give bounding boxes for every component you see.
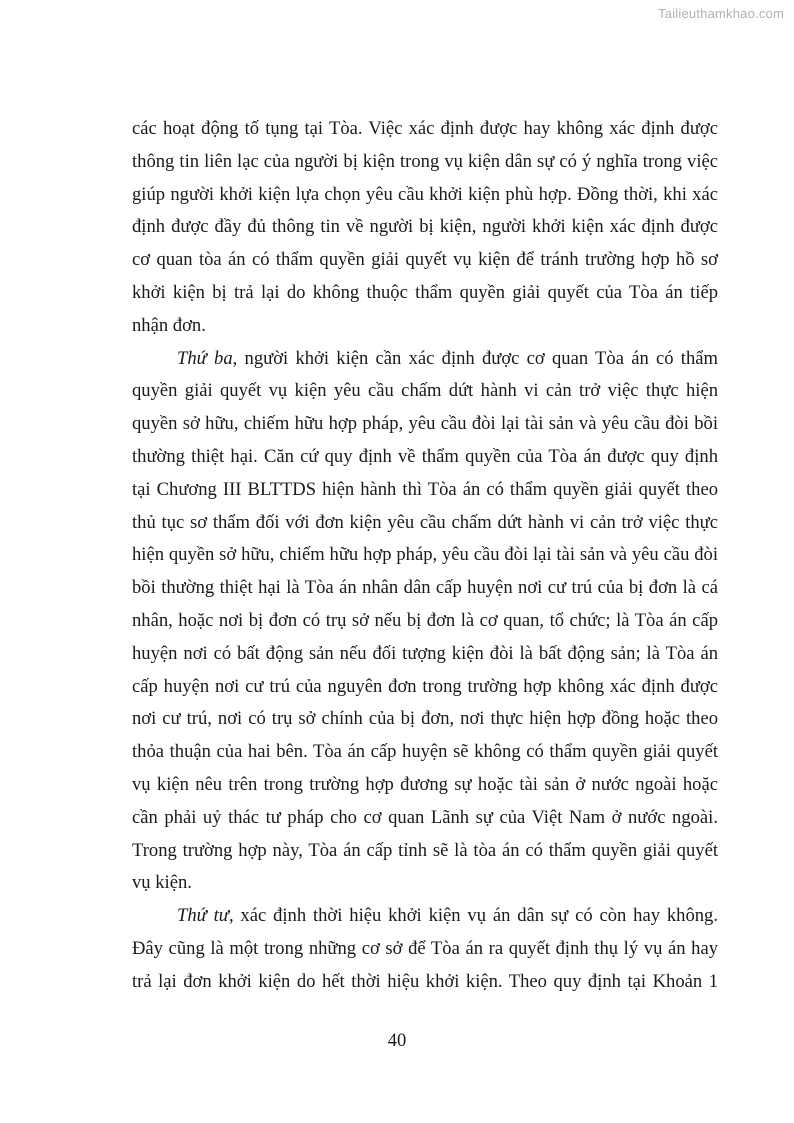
line-text: cấp huyện nơi cư trú của nguyên đơn trong trường hợp không xác định được [132,675,718,697]
text-line [132,835,718,868]
line-text: khởi kiện bị trả lại do không thuộc thẩm quyền giải quyết của Tòa án tiếp [132,281,718,303]
line-text: tại Chương III BLTTDS hiện hành thì Tòa án có thẩm quyền giải quyết theo [132,478,718,500]
line-text: các hoạt động tố tụng tại Tòa. Việc xác định được hay không xác định được [132,118,718,139]
line-text: nhận đơn. [132,314,206,336]
line-text: nơi cư trú, nơi có trụ sở chính của bị đơn, nơi thực hiện hợp đồng hoặc theo [132,708,718,730]
text-line [132,507,718,540]
line-text: thông tin liên lạc của người bị kiện trong vụ kiện dân sự có ý nghĩa trong việc [132,150,718,172]
text-line [132,343,718,376]
text-line [132,310,718,343]
text-line [132,179,718,212]
text-line [132,441,718,474]
line-text: thủ tục sơ thẩm đối với đơn kiện yêu cầu chấm dứt hành vi cản trở việc thực [132,511,718,533]
text-line [132,474,718,507]
text-line [132,933,718,966]
line-text: quyền sở hữu, chiếm hữu hợp pháp, yêu cầu đòi lại tài sản và yêu cầu đòi bồi [132,413,718,435]
text-line [132,605,718,638]
line-text: hiện quyền sở hữu, chiếm hữu hợp pháp, yêu cầu đòi lại tài sản và yêu cầu đòi [132,544,718,566]
line-text: huyện nơi có bất động sản nếu đối tượng kiện đòi là bất động sản; là Tòa án [132,642,718,664]
text-line [132,867,718,900]
line-text: thường thiệt hại. Căn cứ quy định về thẩm quyền của Tòa án được quy định [132,445,718,467]
line-text: vụ kiện nêu trên trong trường hợp đương sự hoặc tài sản ở nước ngoài hoặc [132,773,718,795]
text-line [132,539,718,572]
line-text: vụ kiện. [132,872,192,894]
line-text: cơ quan tòa án có thẩm quyền giải quyết vụ kiện để tránh trường hợp hồ sơ [132,249,718,271]
line-text: thỏa thuận của hai bên. Tòa án cấp huyện sẽ không có thẩm quyền giải quyết [132,741,718,763]
line-text: nhân, hoặc nơi bị đơn có trụ sở nếu bị đơn là cơ quan, tổ chức; là Tòa án cấp [132,609,718,631]
text-line [132,671,718,704]
text-line [132,572,718,605]
line-text: bồi thường thiệt hại là Tòa án nhân dân cấp huyện nơi cư trú của bị đơn là cá [132,577,718,599]
line-text: , người khởi kiện cần xác định được cơ quan Tòa án có thẩm [232,347,718,369]
line-text: quyền giải quyết vụ kiện yêu cầu chấm dứt hành vi cản trở việc thực hiện [132,380,718,402]
line-text: Trong trường hợp này, Tòa án cấp tỉnh sẽ là tòa án có thẩm quyền giải quyết [132,839,718,861]
line-text: Đây cũng là một trong những cơ sở để Tòa án ra quyết định thụ lý vụ án hay [132,937,718,959]
text-line [132,211,718,244]
text-line [132,966,718,999]
italic-lead: Thứ ba [177,347,233,369]
text-line [132,769,718,802]
watermark: Tailieuthamkhao.com [658,6,784,21]
text-line [132,244,718,277]
italic-lead: Thứ tư [177,905,229,927]
page-number: 40 [387,1030,407,1051]
line-text: , xác định thời hiệu khởi kiện vụ án dân sự có còn hay không. [228,905,718,927]
line-text: giúp người khởi kiện lựa chọn yêu cầu khởi kiện phù hợp. Đồng thời, khi xác [132,183,718,205]
text-line [132,802,718,835]
text-line [132,146,718,179]
line-text: cần phải uỷ thác tư pháp cho cơ quan Lãnh sự của Việt Nam ở nước ngoài. [132,806,718,828]
line-text: định được đầy đủ thông tin về người bị kiện, người khởi kiện xác định được [132,216,718,238]
text-line [132,408,718,441]
text-line [132,736,718,769]
text-line [132,375,718,408]
text-line [132,638,718,671]
page-body [132,113,718,999]
text-line [132,277,718,310]
text-line [132,113,718,146]
text-line [132,900,718,933]
line-text: trả lại đơn khởi kiện do hết thời hiệu khởi kiện. Theo quy định tại Khoản 1 [132,970,718,992]
text-line [132,703,718,736]
